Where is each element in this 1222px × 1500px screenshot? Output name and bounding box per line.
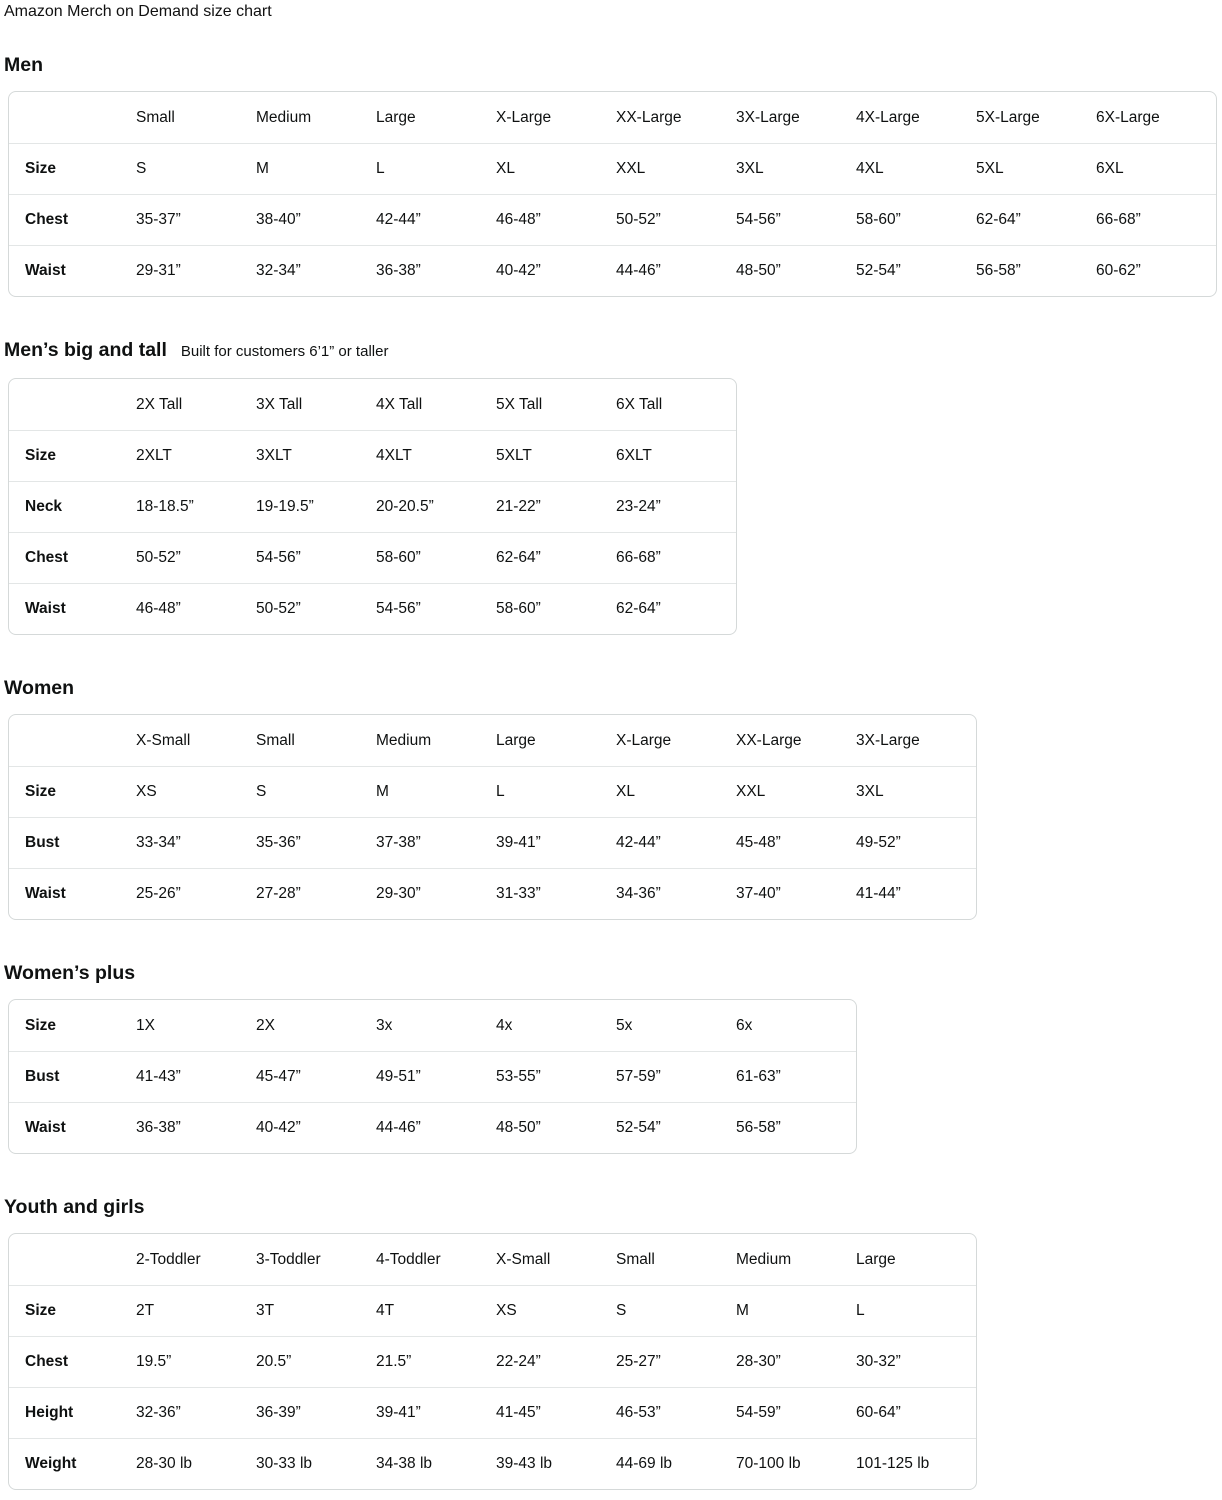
- table-cell: S: [136, 143, 256, 194]
- table-cell: 3x: [376, 1016, 393, 1034]
- table-cell: 6XL: [1096, 143, 1216, 194]
- row-label: Size: [9, 143, 136, 194]
- section-women: [4, 676, 1218, 920]
- table-cell: L: [376, 143, 496, 194]
- section-heading-text: Men’s big and tall: [4, 339, 167, 361]
- table-cell: L: [496, 766, 616, 817]
- section-mens-big-and-tall: [4, 338, 1218, 635]
- table-cell: XXL: [736, 766, 856, 817]
- table-cell: 70-100 lb: [736, 1438, 856, 1489]
- table-cell: 2T: [136, 1285, 256, 1336]
- table-cell: 50-52”: [616, 194, 736, 245]
- table-cell: 19-19.5”: [256, 481, 376, 532]
- section-heading-mens-big-and-tall: [4, 338, 1218, 364]
- table-cell: M: [736, 1285, 856, 1336]
- table-cell: 52-54”: [856, 245, 976, 296]
- table-cell: 37-40”: [736, 868, 856, 919]
- column-header: X-Small: [136, 731, 191, 749]
- column-header: Large: [496, 731, 536, 749]
- row-label: Size: [25, 1016, 57, 1034]
- table-cell: 46-48”: [496, 194, 616, 245]
- column-header: 6X Tall: [616, 395, 663, 413]
- table-cell: 60-62”: [1096, 245, 1216, 296]
- table-cell: XL: [616, 766, 736, 817]
- column-header-row: [9, 1234, 976, 1285]
- mens-big-and-tall-size-table: [8, 378, 737, 635]
- youth-and-girls-size-table: [8, 1233, 977, 1490]
- table-row: [9, 1336, 976, 1387]
- table-cell: 36-38”: [376, 245, 496, 296]
- column-header: X-Small: [496, 1250, 551, 1268]
- column-header: Small: [256, 731, 295, 749]
- section-heading-women: Women: [4, 677, 75, 699]
- corner-cell: [9, 379, 136, 430]
- table-cell: 49-52”: [856, 817, 976, 868]
- table-cell: 40-42”: [496, 245, 616, 296]
- table-cell: 3XL: [856, 766, 976, 817]
- table-cell: 34-38 lb: [376, 1438, 496, 1489]
- table-cell: L: [856, 1285, 976, 1336]
- table-cell: 6XLT: [616, 430, 736, 481]
- table-row: [9, 766, 976, 817]
- table-cell: 44-46”: [616, 245, 736, 296]
- column-header-row: [9, 92, 1216, 143]
- column-header: 3X-Large: [736, 108, 800, 126]
- table-row: [9, 1438, 976, 1489]
- table-cell: 25-27”: [616, 1336, 736, 1387]
- table-cell: XS: [136, 766, 256, 817]
- table-cell: 42-44”: [616, 817, 736, 868]
- table-cell: 53-55”: [496, 1051, 616, 1102]
- table-cell: 58-60”: [856, 194, 976, 245]
- table-cell: 21-22”: [496, 481, 616, 532]
- table-cell: 39-43 lb: [496, 1438, 616, 1489]
- table-cell: 21.5”: [376, 1336, 496, 1387]
- table-cell: M: [376, 766, 496, 817]
- column-header: Medium: [736, 1250, 792, 1268]
- column-header: Medium: [376, 731, 432, 749]
- section-subtitle: Built for customers 6’1” or taller: [180, 343, 389, 360]
- table-cell: 39-41”: [376, 1387, 496, 1438]
- table-cell: 23-24”: [616, 481, 736, 532]
- table-cell: 54-59”: [736, 1387, 856, 1438]
- table-cell: 36-38”: [136, 1102, 256, 1153]
- table-cell: 4XLT: [376, 430, 496, 481]
- womens-plus-size-table: [8, 999, 857, 1154]
- row-label: Waist: [9, 1102, 136, 1153]
- table-row: [9, 245, 1216, 296]
- column-header: 5X-Large: [976, 108, 1040, 126]
- table-cell: 48-50”: [496, 1102, 616, 1153]
- table-cell: 46-53”: [616, 1387, 736, 1438]
- table-cell: 56-58”: [976, 245, 1096, 296]
- row-label: Neck: [9, 481, 136, 532]
- table-cell: 2XLT: [136, 430, 256, 481]
- table-cell: 50-52”: [136, 532, 256, 583]
- table-cell: 66-68”: [616, 532, 736, 583]
- table-cell: 18-18.5”: [136, 481, 256, 532]
- table-cell: 30-32”: [856, 1336, 976, 1387]
- table-cell: 38-40”: [256, 194, 376, 245]
- table-cell: 54-56”: [736, 194, 856, 245]
- table-row: [9, 817, 976, 868]
- column-header: X-Large: [496, 108, 552, 126]
- column-header: 2X Tall: [136, 395, 183, 413]
- column-header: 6X-Large: [1096, 108, 1160, 126]
- row-label: Bust: [9, 1051, 136, 1102]
- row-label: Bust: [9, 817, 136, 868]
- table-cell: 4x: [496, 1016, 513, 1034]
- table-cell: 3XL: [736, 143, 856, 194]
- table-cell: 45-48”: [736, 817, 856, 868]
- table-cell: 41-44”: [856, 868, 976, 919]
- table-row: [9, 1051, 856, 1102]
- table-cell: 57-59”: [616, 1051, 736, 1102]
- table-cell: 58-60”: [376, 532, 496, 583]
- table-cell: 44-46”: [376, 1102, 496, 1153]
- table-row: [9, 481, 736, 532]
- section-heading-womens-plus: Women’s plus: [4, 962, 136, 984]
- table-cell: 36-39”: [256, 1387, 376, 1438]
- table-cell: 61-63”: [736, 1051, 856, 1102]
- table-cell: 49-51”: [376, 1051, 496, 1102]
- table-cell: 34-36”: [616, 868, 736, 919]
- table-cell: 50-52”: [256, 583, 376, 634]
- column-header: X-Large: [616, 731, 672, 749]
- table-cell: 37-38”: [376, 817, 496, 868]
- table-row: [9, 532, 736, 583]
- table-cell: 33-34”: [136, 817, 256, 868]
- table-cell: 29-30”: [376, 868, 496, 919]
- table-cell: 66-68”: [1096, 194, 1216, 245]
- table-row: [9, 194, 1216, 245]
- table-cell: 40-42”: [256, 1102, 376, 1153]
- column-header: Small: [136, 108, 175, 126]
- table-row: [9, 583, 736, 634]
- table-cell: 2X: [256, 1016, 275, 1034]
- table-cell: 46-48”: [136, 583, 256, 634]
- table-cell: 5XLT: [496, 430, 616, 481]
- row-label: Waist: [9, 583, 136, 634]
- table-cell: 60-64”: [856, 1387, 976, 1438]
- table-cell: 20.5”: [256, 1336, 376, 1387]
- table-cell: XXL: [616, 143, 736, 194]
- table-cell: M: [256, 143, 376, 194]
- table-cell: 25-26”: [136, 868, 256, 919]
- table-cell: 56-58”: [736, 1102, 856, 1153]
- row-label: Chest: [9, 532, 136, 583]
- table-cell: 20-20.5”: [376, 481, 496, 532]
- column-header-row: [9, 379, 736, 430]
- table-cell: 5x: [616, 1016, 633, 1034]
- table-cell: 35-36”: [256, 817, 376, 868]
- corner-cell: [9, 92, 136, 143]
- row-label: Height: [9, 1387, 136, 1438]
- table-cell: XS: [496, 1285, 616, 1336]
- table-cell: S: [256, 766, 376, 817]
- table-cell: 5XL: [976, 143, 1096, 194]
- table-cell: 19.5”: [136, 1336, 256, 1387]
- table-cell: 32-34”: [256, 245, 376, 296]
- table-row: [9, 1285, 976, 1336]
- table-cell: 41-45”: [496, 1387, 616, 1438]
- table-cell: 4T: [376, 1285, 496, 1336]
- table-row: [9, 868, 976, 919]
- row-label: Size: [9, 1285, 136, 1336]
- table-cell: 101-125 lb: [856, 1438, 976, 1489]
- column-header: 3-Toddler: [256, 1250, 321, 1268]
- row-label: Waist: [9, 868, 136, 919]
- section-heading-men: Men: [4, 54, 43, 76]
- column-header: 3X Tall: [256, 395, 303, 413]
- section-heading-youth-and-girls: Youth and girls: [4, 1196, 145, 1218]
- table-cell: 22-24”: [496, 1336, 616, 1387]
- table-cell: 54-56”: [376, 583, 496, 634]
- table-cell: 62-64”: [496, 532, 616, 583]
- section-men: [4, 53, 1218, 297]
- column-header: 5X Tall: [496, 395, 543, 413]
- table-cell: 28-30”: [736, 1336, 856, 1387]
- table-row: [9, 1387, 976, 1438]
- row-label: Weight: [9, 1438, 136, 1489]
- table-cell: 44-69 lb: [616, 1438, 736, 1489]
- row-label: Chest: [9, 194, 136, 245]
- table-cell: 54-56”: [256, 532, 376, 583]
- page-title: Amazon Merch on Demand size chart: [4, 3, 272, 20]
- table-cell: 3T: [256, 1285, 376, 1336]
- table-cell: 3XLT: [256, 430, 376, 481]
- table-cell: XL: [496, 143, 616, 194]
- column-header: XX-Large: [616, 108, 682, 126]
- table-cell: 28-30 lb: [136, 1438, 256, 1489]
- row-label: Chest: [9, 1336, 136, 1387]
- column-header: XX-Large: [736, 731, 802, 749]
- table-cell: 31-33”: [496, 868, 616, 919]
- table-cell: 6x: [736, 1016, 753, 1034]
- table-cell: 42-44”: [376, 194, 496, 245]
- column-header-row: [9, 715, 976, 766]
- column-header: 4X Tall: [376, 395, 423, 413]
- column-header: 4-Toddler: [376, 1250, 441, 1268]
- table-cell: 58-60”: [496, 583, 616, 634]
- table-row: [9, 1000, 856, 1051]
- table-cell: 35-37”: [136, 194, 256, 245]
- table-cell: 1X: [136, 1016, 155, 1034]
- table-cell: 30-33 lb: [256, 1438, 376, 1489]
- table-cell: 52-54”: [616, 1102, 736, 1153]
- table-cell: 45-47”: [256, 1051, 376, 1102]
- column-header: Medium: [256, 108, 312, 126]
- men-size-table: [8, 91, 1217, 297]
- table-cell: 32-36”: [136, 1387, 256, 1438]
- column-header: Large: [856, 1250, 896, 1268]
- table-cell: 62-64”: [976, 194, 1096, 245]
- table-cell: 62-64”: [616, 583, 736, 634]
- section-youth-and-girls: [4, 1195, 1218, 1490]
- women-size-table: [8, 714, 977, 920]
- table-cell: S: [616, 1285, 736, 1336]
- column-header: 4X-Large: [856, 108, 920, 126]
- column-header: 3X-Large: [856, 731, 920, 749]
- row-label: Size: [9, 766, 136, 817]
- table-row: [9, 430, 736, 481]
- section-womens-plus: [4, 961, 1218, 1154]
- table-cell: 27-28”: [256, 868, 376, 919]
- corner-cell: [9, 1234, 136, 1285]
- table-cell: 39-41”: [496, 817, 616, 868]
- table-cell: 4XL: [856, 143, 976, 194]
- column-header: Large: [376, 108, 416, 126]
- table-cell: 29-31”: [136, 245, 256, 296]
- table-cell: 41-43”: [136, 1051, 256, 1102]
- corner-cell: [9, 715, 136, 766]
- column-header: 2-Toddler: [136, 1250, 201, 1268]
- table-cell: 48-50”: [736, 245, 856, 296]
- table-row: [9, 1102, 856, 1153]
- column-header: Small: [616, 1250, 655, 1268]
- table-row: [9, 143, 1216, 194]
- row-label: Waist: [9, 245, 136, 296]
- row-label: Size: [9, 430, 136, 481]
